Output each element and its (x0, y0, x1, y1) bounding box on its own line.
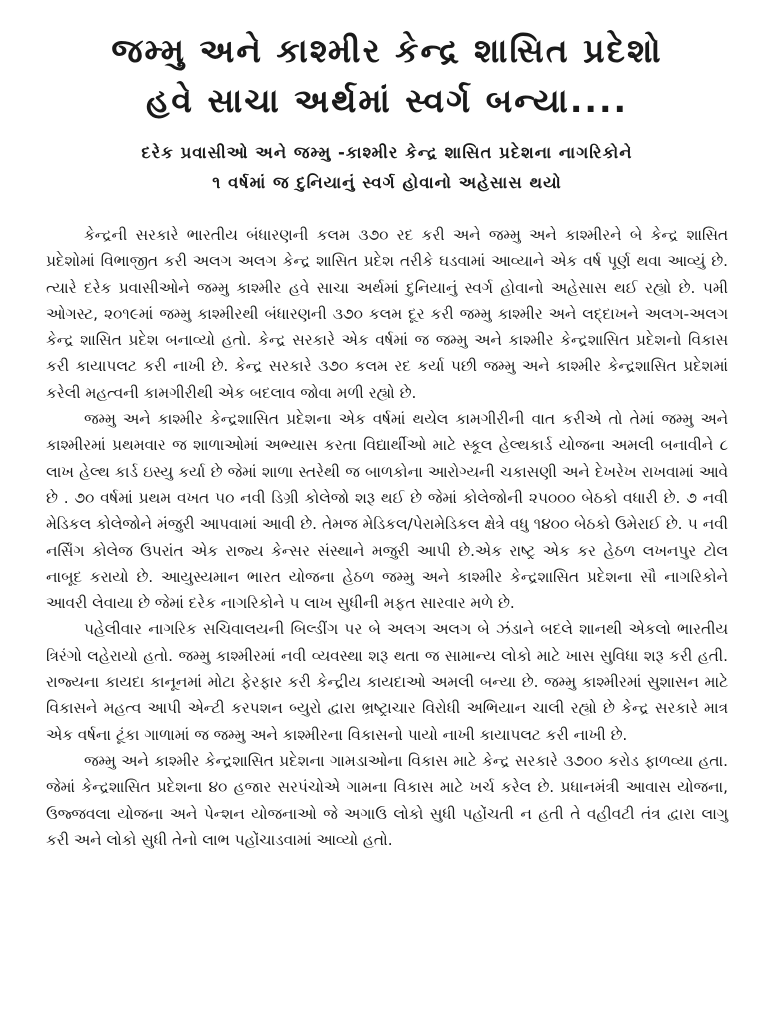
subheadline (46, 138, 728, 198)
article-body (46, 222, 728, 853)
headline-line-2: હવે સાચા અર્થમાં સ્વર્ગ બન્યા.... (145, 81, 629, 120)
body-paragraph-3: પહેલીવાર નાગરિક સચિવાલયની બિલ્ડીંગ પર બે અલગ અલગ બે ઝંડાને બદલે શાનથી એકલો ભારતીય ત્રિરંગો લહેરાયો હતો. જમ્મુ કાશ્મીરમાં નવી વ્યવસ્થા શરૂ થતા જ સામાન્ય લોકો માટે ખાસ સુવિધા શરૂ કરી હતી. રાજ્યના કાયદા કાનૂનમાં મોટા ફેરફાર કરી કેન્દ્રીય કાયદાઓ અમલી બન્યા છે. જમ્મુ કાશ્મીરમાં સુશાસન માટે વિકાસને મહત્વ આપી એન્ટી કરપશન બ્યુરો દ્વારા ભ્રષ્ટ્રાચાર વિરોધી અભિયાન ચાલી રહ્યો છે કેન્દ્ર સરકારે માત્ર એક વર્ષના ટૂંકા ગાળામાં જ જમ્મુ અને કાશ્મીરના વિકાસનો પાયો નાખી કાયાપલટ કરી નાખી છે. (46, 620, 728, 744)
subheadline-line-1: દરેક પ્રવાસીઓ અને જમ્મુ -કાશ્મીર કેન્દ્ર શાસિત પ્રદેશના નાગરિકોને (141, 143, 633, 162)
body-paragraph-2: જમ્મુ અને કાશ્મીર કેન્દ્રશાસિત પ્રદેશના એક વર્ષમાં થયેલ કામગીરીની વાત કરીએ તો તેમાં જમ્મુ અને કાશ્મીરમાં પ્રથમવાર જ શાળાઓમાં અભ્યાસ કરતા વિદ્યાર્થીઓ માટે સ્કૂલ હેલ્થકાર્ડ યોજના અમલી બનાવીને ૮ લાખ હેલ્થ કાર્ડ ઇસ્યુ કર્યા છે જેમાં શાળા સ્તરેથી જ બાળકોના આરોગ્યની ચકાસણી અને દેખરેખ રાખવામાં આવે છે . ૭૦ વર્ષમાં પ્રથમ વખત ૫૦ નવી ડિગ્રી કોલેજો શરૂ થઈ છે જેમાં કોલેજોની ૨૫૦૦૦ બેઠકો વધારી છે. ૭ નવી મેડિકલ કોલેજોને મંજુરી આપવામાં આવી છે. તેમજ મેડિકલ/પેરામેડિકલ ક્ષેત્રે વધુ ૧૪૦૦ બેઠકો ઉમેરાઈ છે. ૫ નવી નર્સિંગ કોલેજ ઉપરાંત એક રાજ્ય કેન્સર સંસ્થાને મજુરી આપી છે.એક રાષ્ટ્ર એક કર હેઠળ લખનપુર ટોલ નાબૂદ કરાયો છે. આયુસ્યમાન ભારત યોજના હેઠળ જમ્મુ અને કાશ્મીર કેન્દ્રશાસિત પ્રદેશના સૌ નાગરિકોને આવરી લેવાયા છે જેમાં દરેક નાગરિકોને ૫ લાખ સુધીની મફત સારવાર મળે છે. (46, 410, 728, 613)
headline (46, 26, 728, 126)
subheadline-line-2: ૧ વર્ષમાં જ દુનિયાનું સ્વર્ગ હોવાનો અહેસાસ થયો (212, 173, 562, 192)
body-paragraph-4: જમ્મુ અને કાશ્મીર કેન્દ્રશાસિત પ્રદેશના ગામડાઓના વિકાસ માટે કેન્દ્ર સરકારે ૩૭૦૦ કરોડ ફાળવ્યા હતા. જેમાં કેન્દ્રશાસિત પ્રદેશના ૪૦ હજાર સરપંચોએ ગામના વિકાસ માટે ખર્ચ કરેલ છે. પ્રધાનમંત્રી આવાસ યોજના, ઉજ્જવલા યોજના અને પેન્શન યોજનાઓ જે અગાઉ લોકો સુધી પહોંચતી ન હતી તે વહીવટી તંત્ર દ્વારા લાગુ કરી અને લોકો સુધી તેનો લાભ પહોંચાડવામાં આવ્યો હતો. (46, 751, 728, 849)
body-paragraph-1: કેન્દ્રની સરકારે ભારતીય બંધારણની કલમ ૩૭૦ રદ કરી અને જમ્મુ અને કાશ્મીરને બે કેન્દ્ર શાસિત પ્રદેશોમાં વિભાજીત કરી અલગ અલગ કેન્દ્ર શાસિત પ્રદેશ તરીકે ઘડવામાં આવ્યાને એક વર્ષ પૂર્ણ થવા આવ્યું છે. ત્યારે દરેક પ્રવાસીઓને જમ્મુ કાશ્મીર હવે સાચા અર્થમાં દુનિયાનું સ્વર્ગ હોવાનો અહેસાસ થઈ રહ્યો છે. ૫મી ઓગસ્ટ, ૨૦૧૯માં જમ્મુ કાશ્મીરથી બંધારણની ૩૭૦ કલમ દૂર કરી જમ્મુ કાશ્મીર અને લદ્દાખને અલગ-અલગ કેન્દ્ર શાસિત પ્રદેશ બનાવ્યો હતો. કેન્દ્ર સરકારે એક વર્ષમાં જ જમ્મુ અને કાશ્મીર કેન્દ્રશાસિત પ્રદેશનો વિકાસ કરી કાયાપલટ કરી નાખી છે. કેન્દ્ર સરકારે ૩૭૦ કલમ રદ કર્યા પછી જમ્મુ અને કાશ્મીર કેન્દ્રશાસિત પ્રદેશમાં કરેલી મહત્વની કામગીરીથી એક બદલાવ જોવા મળી રહ્યો છે. (46, 226, 728, 402)
headline-line-1: જમ્મુ અને કાશ્મીર કેન્દ્ર શાસિત પ્રદેશો (111, 31, 663, 70)
